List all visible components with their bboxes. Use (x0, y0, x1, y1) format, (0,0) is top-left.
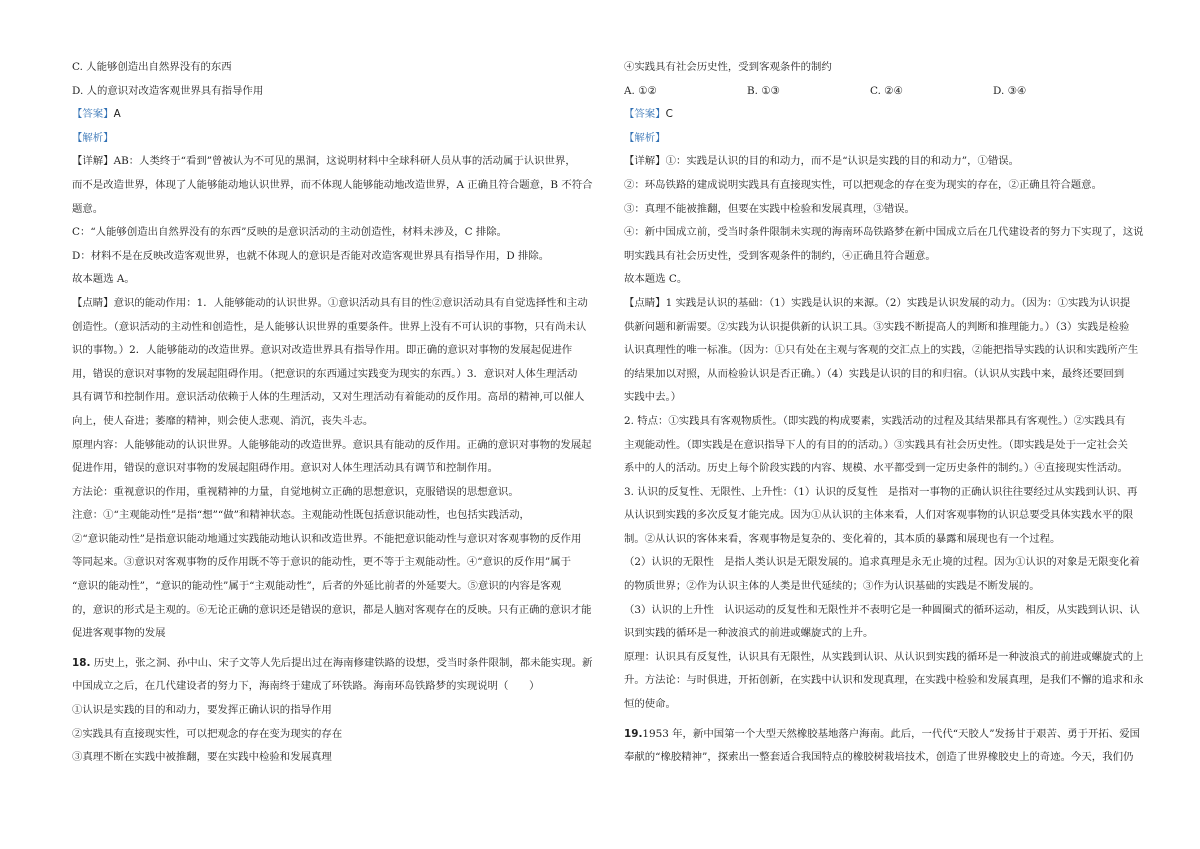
detail-text: AB：人类终于“看到”曾被认为不可见的黑洞，这说明材料中全球科研人员从事的活动属于认识世界， (113, 155, 576, 168)
detail-text: 明实践具有社会历史性，受到客观条件的制约，④正确且符合题意。 (624, 249, 936, 262)
point-text: 的，意识的形式是主观的。⑥无论正确的意识还是错误的意识，都是人脑对客观存在的反映。只有正确的意识才能 (72, 603, 592, 616)
left-column (72, 56, 600, 770)
question-18-item-1: ①认识是实践的目的和动力，要发挥正确认识的指导作用 (72, 704, 332, 717)
point-line (624, 292, 1152, 316)
point-text: 促进客观事物的发展 (72, 627, 166, 640)
point-text: 方法论：重视意识的作用，重视精神的力量，自觉地树立正确的思想意识，克服错误的思想意识。 (72, 485, 519, 498)
detail-tag: 【详解】 (72, 155, 114, 168)
question-18-item-2: ②实践具有直接现实性，可以把观念的存在变为现实的存在 (72, 727, 343, 740)
option-d: D. 人的意识对改造客观世界具有指导作用 (72, 84, 264, 97)
detail-text: ④：新中国成立前，受当时条件限制未实现的海南环岛铁路梦在新中国成立后在几代建设者的努力下实现了，这说 (624, 226, 1144, 239)
option-c: C. ②④ (870, 84, 903, 97)
detail-text: C：“人能够创造出自然界没有的东西”反映的是意识活动的主动创造性，材料未涉及，C 排除。 (72, 226, 508, 239)
point-text: 供新问题和新需要。②实践为认识提供新的认识工具。③实践不断提高人的判断和推理能力。）（3）实践是检验 (624, 320, 1130, 333)
point-text: 等同起来。③意识对客观事物的反作用既不等于意识的能动性，更不等于主观能动性。④“意识的反作用”属于 (72, 556, 571, 569)
point-text: 从认识到实践的多次反复才能完成。因为①从认识的主体来看，人们对客观事物的认识总要受具体实践水平的限 (624, 509, 1134, 522)
point-text: 升。方法论：与时俱进，开拓创新，在实践中认识和发现真理，在实践中检验和发展真理，是我们不懈的追求和永 (624, 674, 1144, 687)
point-tag: 【点睛】 (624, 296, 666, 309)
question-18-number: 18. (72, 656, 91, 669)
question-18-text: 中国成立之后，在几代建设者的努力下，海南终于建成了环铁路。海南环岛铁路梦的实现说明（ ） (72, 680, 540, 693)
point-text: 2. 特点：①实践具有客观物质性。（即实践的构成要素，实践活动的过程及其结果都具有客观性。）②实践具有 (624, 414, 1126, 427)
point-text: 识的事物。）2．人能够能动的改造世界。意识对改造世界具有指导作用。即正确的意识对事物的发展起促进作 (72, 344, 573, 357)
point-text: 认识真理性的唯一标准。（因为：①只有处在主观与客观的交汇点上的实践，②能把指导实践的认识和实践所产生 (624, 344, 1139, 357)
detail-text: ①：实践是认识的目的和动力，而不是“认识是实践的目的和动力”，①错误。 (665, 155, 1020, 168)
detail-text: 故本题选 C。 (624, 273, 688, 286)
answer-value: C (665, 108, 673, 121)
question-19-number: 19. (624, 727, 643, 740)
point-tag: 【点睛】 (72, 296, 114, 309)
point-text: 系中的人的活动。历史上每个阶段实践的内容、规模、水平都受到一定历史条件的制约。）④直接现实性活动。 (624, 462, 1128, 475)
point-text: ②“意识能动性”是指意识能动地通过实践能动地认识和改造世界。不能把意识能动性与意识对客观事物的反作用 (72, 532, 582, 545)
option-b: B. ①③ (747, 84, 780, 97)
option-d: D. ③④ (993, 84, 1027, 97)
point-line (72, 292, 600, 316)
analysis-tag: 【解析】 (72, 131, 114, 144)
point-text: 的结果加以对照，从而检验认识是否正确。）（4）实践是认识的目的和归宿。（认识从实践中来，最终还要回到 (624, 367, 1125, 380)
point-text: 制。②从认识的客体来看，客观事物是复杂的、变化着的，其本质的暴露和展现也有一个过程。 (624, 532, 1061, 545)
point-text: 识到实践的循环是一种波浪式的前进或螺旋式的上升。 (624, 627, 874, 640)
answer-tag: 【答案】 (72, 108, 114, 121)
question-18-item-4: ④实践具有社会历史性，受到客观条件的制约 (624, 61, 832, 73)
point-text: 恒的使命。 (624, 698, 676, 711)
point-text: 的物质世界；②作为认识主体的人类是世代延续的；③作为认识基础的实践是不断发展的。 (624, 580, 1040, 593)
answer-tag: 【答案】 (624, 108, 666, 121)
detail-text: ②：环岛铁路的建成说明实践具有直接现实性，可以把观念的存在变为现实的存在，②正确且符合题意。 (624, 178, 1102, 191)
detail-text: 而不是改造世界，体现了人能够能动地认识世界，而不体现人能够能动地改造世界，A 正确且符合题意，B 不符合 (72, 178, 593, 191)
point-text: 3. 认识的反复性、无限性、上升性：（1）认识的反复性 是指对一事物的正确认识往往要经过从实践到认识、再 (624, 485, 1138, 498)
option-c: C. 人能够创造出自然界没有的东西 (72, 61, 232, 73)
point-text: 原理内容：人能够能动的认识世界。人能够能动的改造世界。意识具有能动的反作用。正确的意识对事物的发展起 (72, 438, 592, 451)
point-text: 实践中去。） (624, 391, 682, 404)
detail-line (624, 150, 1152, 174)
right-column (624, 56, 1152, 770)
point-text: 注意：①“主观能动性”是指“想”“做”和精神状态。主观能动性既包括意识能动性，也包括实践活动， (72, 509, 530, 522)
point-text: 向上，使人奋进；萎靡的精神，则会使人悲观、消沉，丧失斗志。 (72, 414, 374, 427)
answer-line (72, 103, 600, 127)
question-19-stem (624, 723, 1152, 747)
detail-text: 题意。 (72, 202, 104, 215)
option-a: A. ①② (624, 84, 657, 97)
detail-text: D：材料不是在反映改造客观世界，也就不体现人的意识是否能对改造客观世界具有指导作用，D 排除。 (72, 249, 550, 262)
point-text: 意识的能动作用：1．人能够能动的认识世界。①意识活动具有目的性②意识活动具有自觉选择性和主动 (113, 296, 588, 309)
point-text: 1 实践是认识的基础：（1）实践是认识的来源。（2）实践是认识发展的动力。（因为：①实践为认识提 (665, 296, 1131, 309)
answer-line (624, 103, 1152, 127)
question-19-text: 1953 年，新中国第一个大型天然橡胶基地落户海南。此后，一代代“天胶人”发扬甘于艰苦、勇于开拓、爱国 (642, 727, 1140, 740)
detail-text: ③：真理不能被推翻，但要在实践中检验和发展真理，③错误。 (624, 202, 915, 215)
detail-line (72, 150, 600, 174)
point-text: 用，错误的意识对事物的发展起阻碍作用。（把意识的东西通过实践变为现实的东西。）3．意识对人体生理活动 (72, 367, 578, 380)
answer-value: A (113, 108, 121, 121)
point-text: 原理：认识具有反复性，认识具有无限性，从实践到认识、从认识到实践的循环是一种波浪式的前进或螺旋式的上 (624, 650, 1144, 663)
detail-tag: 【详解】 (624, 155, 666, 168)
point-text: “意识的能动性”，“意识的能动性”属于“主观能动性”，后者的外延比前者的外延要大。⑤意识的内容是客观 (72, 580, 562, 593)
analysis-tag: 【解析】 (624, 131, 666, 144)
point-text: 主观能动性。（即实践是在意识指导下人的有目的的活动。）③实践具有社会历史性。（即实践是处于一定社会关 (624, 438, 1128, 451)
detail-text: 故本题选 A。 (72, 273, 135, 286)
point-text: 促进作用，错误的意识对事物的发展起阻碍作用。意识对人体生理活动具有调节和控制作用。 (72, 462, 499, 475)
question-18-stem (72, 652, 600, 676)
point-text: （2）认识的无限性 是指人类认识是无限发展的。追求真理是永无止境的过程。因为①认识的对象是无限变化着 (624, 556, 1140, 569)
point-text: 具有调节和控制作用。意识活动依赖于人体的生理活动，又对生理活动有着能动的反作用。高昂的精神,可以催人 (72, 391, 585, 404)
point-text: （3）认识的上升性 认识运动的反复性和无限性并不表明它是一种圆圈式的循环运动，相反，从实践到认识、认 (624, 603, 1140, 616)
question-18-options (624, 80, 1152, 104)
question-18-text: 历史上，张之洞、孙中山、宋子文等人先后提出过在海南修建铁路的设想，受当时条件限制，都未能实现。新 (90, 656, 593, 669)
question-19-text: 奉献的“橡胶精神”，探索出一整套适合我国特点的橡胶树栽培技术，创造了世界橡胶史上的奇迹。今天，我们仍 (624, 751, 1134, 764)
question-18-item-3: ③真理不断在实践中被推翻，要在实践中检验和发展真理 (72, 751, 332, 764)
point-text: 创造性。（意识活动的主动性和创造性，是人能够认识世界的重要条件。世界上没有不可认识的事物，只有尚未认 (72, 320, 587, 333)
